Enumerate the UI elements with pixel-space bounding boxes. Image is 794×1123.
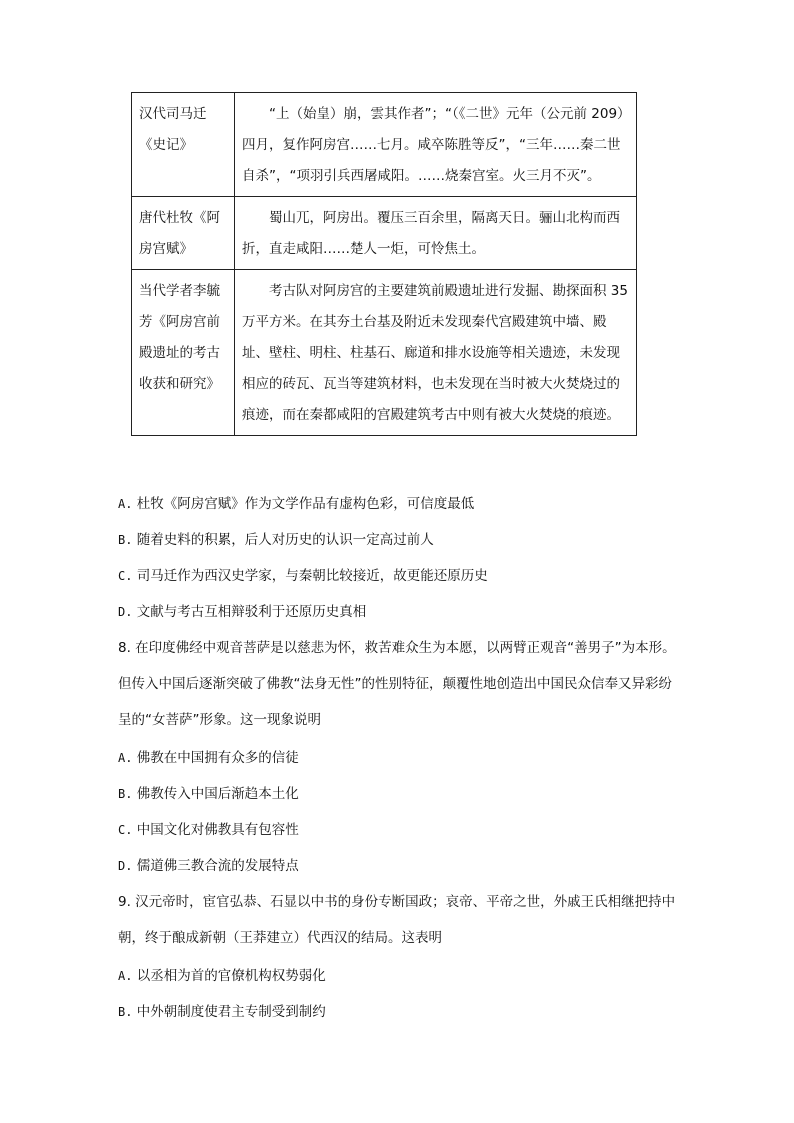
q8-option-a: [118, 748, 299, 768]
option-letter: B.: [118, 1005, 133, 1019]
q7-option-d: [118, 602, 366, 622]
option-text: 以丞相为首的官僚机构权势弱化: [136, 968, 326, 984]
q7-option-c: [118, 566, 488, 586]
option-text: 司马迁作为西汉史学家，与秦朝比较接近，故更能还原历史: [136, 568, 488, 584]
table-row: [132, 93, 637, 197]
q8-option-d: [118, 856, 299, 876]
option-text: 儒道佛三教合流的发展特点: [136, 858, 299, 874]
source-cell: 汉代司马迁《史记》: [132, 93, 235, 197]
option-text: 杜牧《阿房宫赋》作为文学作品有虚构色彩，可信度最低: [136, 496, 475, 512]
table-row: [132, 270, 637, 436]
option-letter: A.: [118, 751, 133, 765]
source-cell: 唐代杜牧《阿房宫赋》: [132, 197, 235, 270]
q9-stem: 9. 汉元帝时，宦官弘恭、石显以中书的身份专断国政；哀帝、平帝之世，外戚王氏相继把持中朝，终于酿成新朝（王莽建立）代西汉的结局。这表明: [118, 894, 676, 946]
option-text: 中外朝制度使君主专制受到制约: [136, 1004, 326, 1020]
q9-option-a: [118, 966, 326, 986]
content-cell: 蜀山兀，阿房出。覆压三百余里，隔离天日。骊山北构而西折，直走咸阳……楚人一炬，可怜焦土。: [235, 197, 637, 270]
q7-option-b: [118, 530, 434, 550]
option-letter: C.: [118, 823, 133, 837]
source-cell: 当代学者李毓芳《阿房宫前殿遗址的考古收获和研究》: [132, 270, 235, 436]
option-letter: D.: [118, 859, 133, 873]
option-letter: A.: [118, 497, 133, 511]
source-table: [131, 92, 637, 436]
option-text: 中国文化对佛教具有包容性: [136, 822, 299, 838]
q7-option-a: [118, 494, 474, 514]
option-letter: C.: [118, 569, 133, 583]
content-cell: “上（始皇）崩，雲其作者”；“（《二世》元年（公元前 209）四月，复作阿房宫……七月。咸卒陈胜等反”，“三年……秦二世自杀”，“项羽引兵西屠咸阳。……烧秦宫室。火三月不灭”。: [235, 93, 637, 197]
option-text: 佛教传入中国后渐趋本土化: [136, 786, 299, 802]
option-text: 佛教在中国拥有众多的信徒: [136, 750, 299, 766]
option-letter: D.: [118, 605, 133, 619]
content-cell: 考古队对阿房宫的主要建筑前殿遗址进行发掘、勘探面积 35 万平方米。在其夯土台基及附近未发现秦代宫殿建筑中墙、殿址、壁柱、明柱、柱基石、廊道和排水设施等相关遗迹，未发现相应的砖瓦、瓦当等建筑材料，也未发现在当时被大火焚烧过的痕迹，而在秦都咸阳的宫殿建筑考古中则有被大火焚烧的痕迹。: [235, 270, 637, 436]
option-letter: A.: [118, 969, 133, 983]
table-row: [132, 197, 637, 270]
option-text: 随着史料的积累，后人对历史的认识一定高过前人: [136, 532, 434, 548]
q8-option-c: [118, 820, 299, 840]
option-text: 文献与考古互相辩驳利于还原历史真相: [136, 604, 367, 620]
q8-stem: 8. 在印度佛经中观音菩萨是以慈悲为怀，救苦难众生为本愿，以两臂正观音“善男子”为本形。但传入中国后逐渐突破了佛教“法身无性”的性别特征，颠覆性地创造出中国民众信奉又异彩纷呈的“女菩萨”形象。这一现象说明: [118, 640, 676, 728]
option-letter: B.: [118, 533, 133, 547]
q8-option-b: [118, 784, 299, 804]
q9-option-b: [118, 1002, 326, 1022]
option-letter: B.: [118, 787, 133, 801]
